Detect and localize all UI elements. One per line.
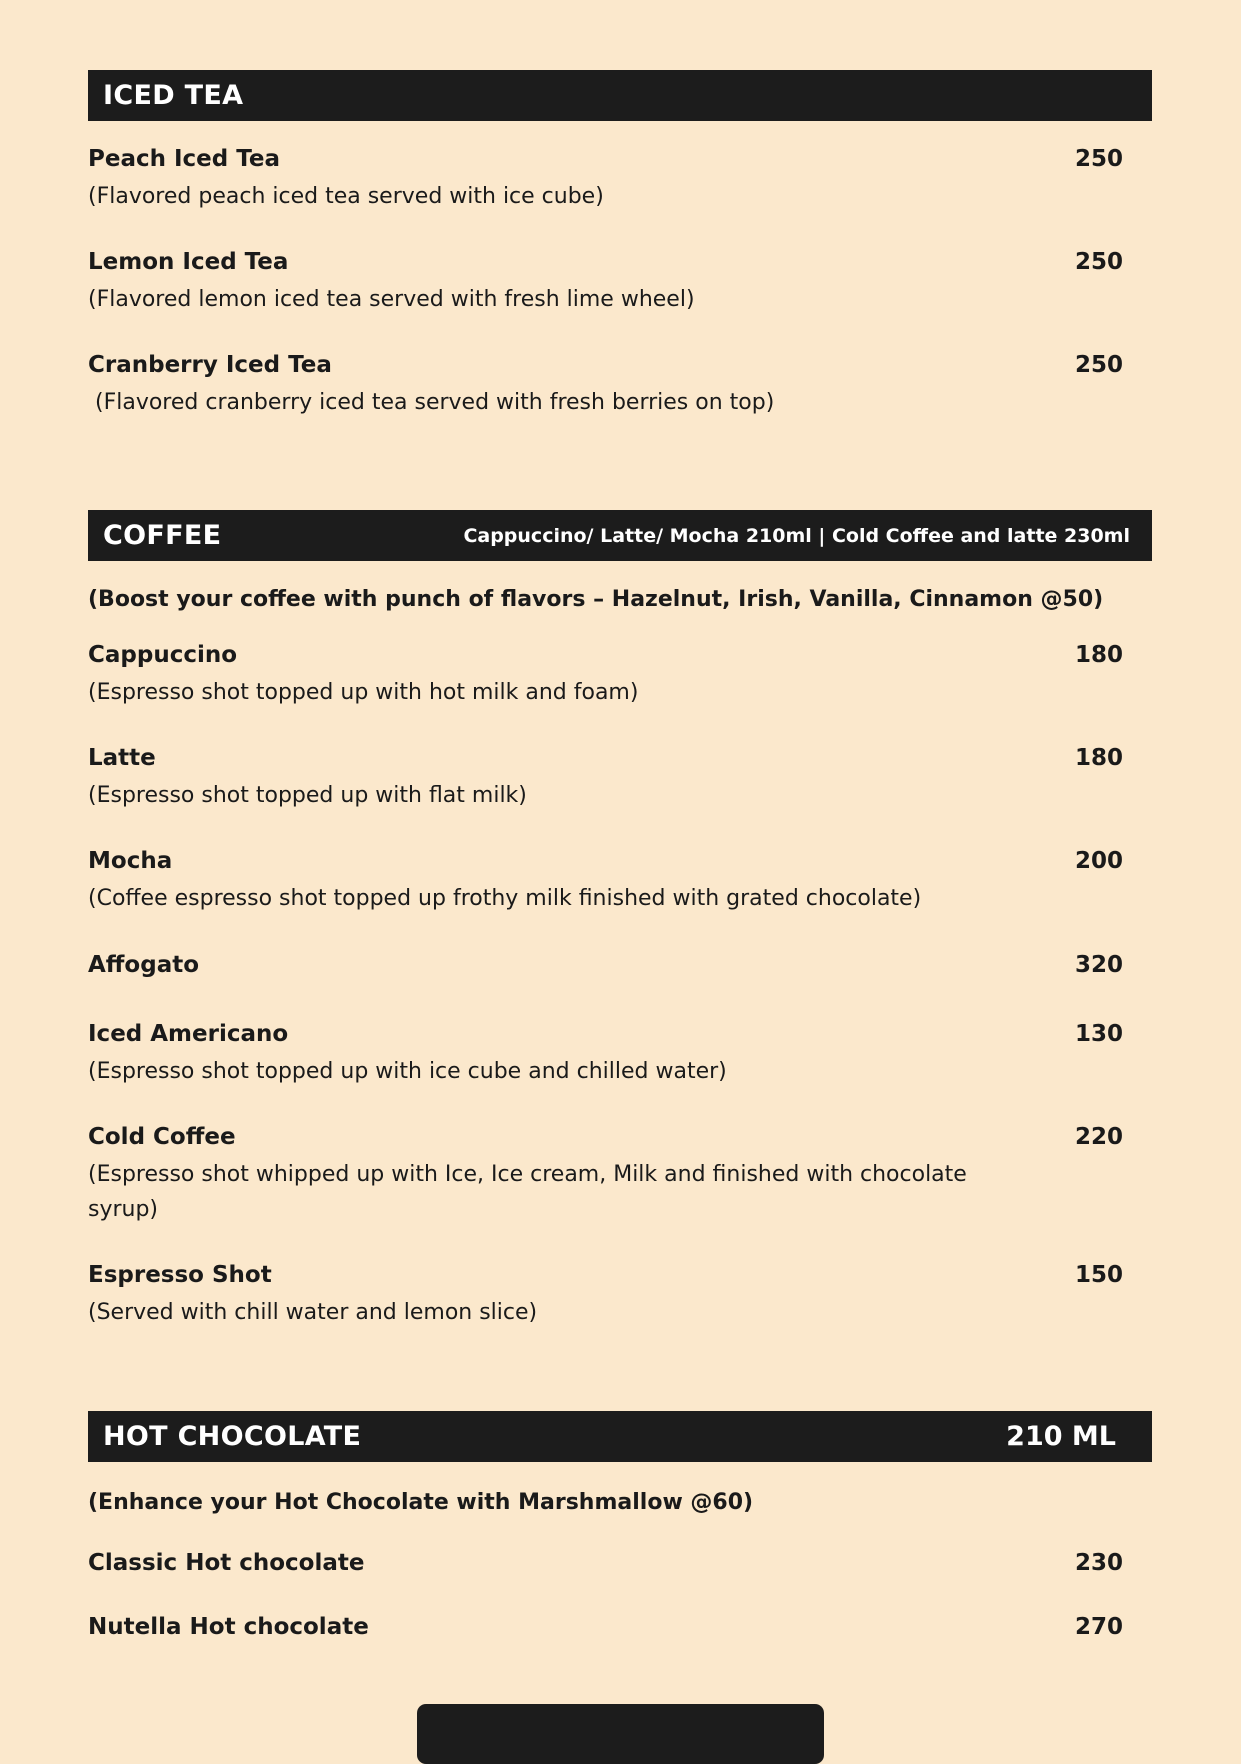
item-price: 250 [1075, 249, 1124, 275]
item-name: Nutella Hot chocolate [88, 1614, 369, 1640]
menu-item-espresso-shot [88, 1262, 1123, 1330]
item-name: Affogato [88, 952, 200, 978]
item-name: Peach Iced Tea [88, 146, 281, 172]
section-title: ICED TEA [103, 80, 244, 111]
section-header-iced-tea [88, 70, 1152, 121]
menu-item-cranberry-iced-tea [88, 352, 1123, 420]
menu-item-mocha [88, 848, 1123, 916]
size-note: Cappuccino/ Latte/ Mocha 210ml | Cold Coffee and latte 230ml [463, 524, 1130, 547]
size-note: 210 ML [1006, 1421, 1116, 1452]
item-price: 150 [1075, 1262, 1124, 1288]
menu-item-latte [88, 745, 1123, 813]
item-name: Lemon Iced Tea [88, 249, 289, 275]
item-description: (Espresso shot topped up with hot milk and foam) [88, 680, 639, 705]
item-name: Iced Americano [88, 1021, 289, 1047]
item-price: 200 [1075, 848, 1124, 874]
item-description: (Coffee espresso shot topped up frothy milk finished with grated chocolate) [88, 886, 922, 911]
item-description: (Flavored peach iced tea served with ice cube) [88, 184, 604, 209]
item-description: (Served with chill water and lemon slice) [88, 1300, 538, 1325]
item-description: (Espresso shot whipped up with Ice, Ice cream, Milk and finished with chocolate syrup) [88, 1162, 967, 1222]
item-name: Cold Coffee [88, 1124, 236, 1150]
section-header-hot-chocolate [88, 1411, 1152, 1462]
section-title: HOT CHOCOLATE [103, 1421, 362, 1452]
menu-item-cold-coffee [88, 1124, 1123, 1227]
addon-note: (Enhance your Hot Chocolate with Marshmallow @60) [88, 1490, 754, 1515]
item-price: 250 [1075, 146, 1124, 172]
item-name: Cranberry Iced Tea [88, 352, 332, 378]
item-price: 230 [1075, 1550, 1124, 1576]
menu-item-cappuccino [88, 642, 1123, 710]
menu-item-iced-americano [88, 1021, 1123, 1089]
menu-item-nutella-hot-chocolate [88, 1614, 1123, 1640]
item-description: (Espresso shot topped up with ice cube and chilled water) [88, 1059, 727, 1084]
menu-item-lemon-iced-tea [88, 249, 1123, 317]
item-price: 180 [1075, 745, 1124, 771]
item-price: 250 [1075, 352, 1124, 378]
bottom-tab-decoration [417, 1704, 824, 1764]
menu-item-classic-hot-chocolate [88, 1550, 1123, 1576]
item-price: 130 [1075, 1021, 1124, 1047]
item-price: 270 [1075, 1614, 1124, 1640]
item-price: 320 [1075, 952, 1124, 978]
menu-item-peach-iced-tea [88, 146, 1123, 214]
item-name: Espresso Shot [88, 1262, 272, 1288]
item-name: Cappuccino [88, 642, 238, 668]
item-name: Classic Hot chocolate [88, 1550, 365, 1576]
item-description: (Flavored cranberry iced tea served with fresh berries on top) [88, 390, 775, 415]
item-name: Mocha [88, 848, 173, 874]
section-title: COFFEE [103, 520, 222, 551]
item-description: (Flavored lemon iced tea served with fresh lime wheel) [88, 287, 695, 312]
section-header-coffee [88, 510, 1152, 561]
item-price: 220 [1075, 1124, 1124, 1150]
addon-note: (Boost your coffee with punch of flavors – Hazelnut, Irish, Vanilla, Cinnamon @50) [88, 587, 1104, 612]
item-name: Latte [88, 745, 156, 771]
menu-item-affogato [88, 952, 1123, 978]
item-description: (Espresso shot topped up with flat milk) [88, 783, 527, 808]
item-price: 180 [1075, 642, 1124, 668]
